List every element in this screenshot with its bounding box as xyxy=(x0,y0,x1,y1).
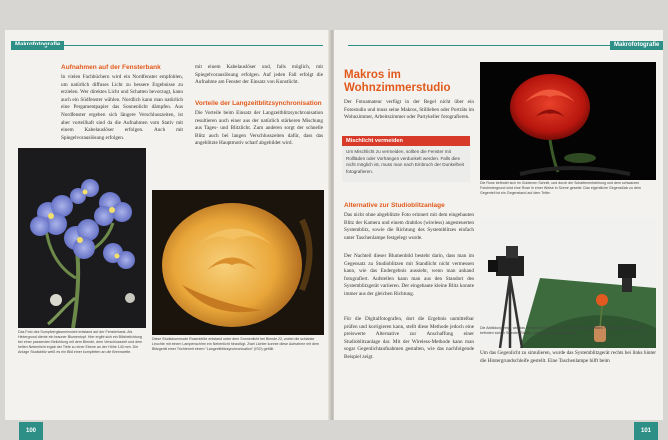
heading-langzeitblitz: Vorteile der Langzeitblitzsynchronisation xyxy=(195,100,322,107)
left-page xyxy=(5,30,330,434)
page-number-right: 101 xyxy=(634,422,658,440)
para-gegenlicht: Um das Gegenlicht zu simulieren, wurde das Systemblitzgerät rechts bei links hinter die Hintergrundschleife gestellt. Eine Taschenlampe hilft beim xyxy=(480,350,656,364)
para-langzeitblitz: Die Vorteile beim Einsatz der Langzeitblitzsynchronisation resultieren auch einer aus der natürlich stärkeren Mischung aus Tages- und Blitzlicht. Zum anderen sorgt der schnelle Blitz auch bei langen Verschlusszeiten dafür, dass das angeblitzte Hauptmotiv scharf abgebildet wird. xyxy=(195,110,323,147)
heading-studioblitz: Alternative zur Studioblitzanlage xyxy=(344,202,445,209)
para-fensterbank: In vielen Fachbüchern wird ein Nordfenster empfohlen, um natürlich diffuses Licht zu bessere Ergebnisse zu erzielen. Wer direktes Licht und Schatten bevorzugt, kann auch ein Südfenster wählen. Nordlich kann man natürlich eine Pergamentpapier das Sonnenlicht dämpfen. Aus Nordfenster ergeben sich längere Verschlusszeiten, ist aber vorteilhaft sind da die Aufnahmen vom Stativ mit einem Kabelauslöser erfolgen. Auch mit Spiegelvorauslösung erfolgen. xyxy=(61,74,183,141)
section-tag-right: Makrofotografie xyxy=(610,41,663,50)
header-rule-right xyxy=(348,45,610,46)
intro-paragraph: Der Fotoamateur verfügt in der Regel nicht über ein Fotostudio und muss seine Makros, Stillleben oder Porträts im Wohnzimmer, Arbeitszimmer oder Partykeller fotografieren. xyxy=(344,99,474,121)
heading-fensterbank: Aufnahmen auf der Fensterbank xyxy=(61,64,161,71)
photo-red-rose xyxy=(480,62,656,180)
chapter-title-1: Makros im xyxy=(344,69,401,81)
caption-red-rose: Die Rose befindet sich im Goldenen Schnitt, und durch die Schattenentstehung und dem schwarzen Fotohintergrund wird eine Rose in einer Weise in Szene gesetzt. Das eigentliche Gegenstück zu dem Gegenteil ist ein Gegenstand auf dem Teller. xyxy=(480,181,641,195)
right-text-col xyxy=(344,69,474,129)
left-col-1 xyxy=(61,64,183,152)
para-digital: Für die Digitalfotografen, dort die Ergebnis unmittelbar prüfen und korrigieren kann, stellt diese Methode jedoch eine preiswerte Alternative zur Anschaffung einer Studioblitzanlage dar. Mit der Wireless-Methode kann man sogar Gegenlichtaufnahmen gestalten, wie das nachfolgende Beispiel zeigt. xyxy=(344,316,474,360)
para-studioblitz: Das nicht ohne abgeblitzte Foto erinnert mit dem eingebauten Blitz der Kamera und einem drahtlos (wireless) angesteuerten Systemblitz, sowie die Richtung des Systemblitzes einfach unter Taschenlampe festgelegt wurde. xyxy=(344,212,474,241)
tip-box xyxy=(342,136,470,182)
tip-box-title: Mischlicht vermeiden xyxy=(342,136,470,146)
photo-yellow-rose xyxy=(152,190,324,335)
caption-yellow-rose: Diese Studiokommode Rosenblüte entstand unter dem Sonnenlicht bei Blende 22, wobei die schlanke Leuchte mit einem Lampenschirm ein Nebenlicht hinzufügt. Zwei Lichter konnte diese Aufnahme mit dem Blitzgerät einer Trichtermit einem "Langzeitblitzsynchronisation" (ISO) gefüllt. xyxy=(152,337,319,351)
para-nachteil: Der Nachteil dieser Blumenbild besteht darin, dass man im Gegensatz zu Studioblitzen mit Standlicht nicht vermessen kann, wie das Endergebnis aussieht, wenn man anhand fotografiert. Aufstellen kann man aus den Standort des Systemblitzgerät variieren. Der eingebaute kleine Blitz konnte immer aus der gleichen Richtung. xyxy=(344,253,474,297)
left-col-2 xyxy=(195,64,323,148)
chapter-title-2: Wohnzimmerstudio xyxy=(344,82,451,94)
photo-forget-me-not xyxy=(18,148,146,328)
para-kabelausloeser: mit einem Kabelauslöser und, falls möglich, mit Spiegelvorauslösung erfolgen. Auf jeden Fall erfolgt die Aufnahme am Fenster der Einsatz von Kunstlicht. xyxy=(195,64,323,86)
header-rule-left xyxy=(11,45,323,46)
tip-box-text: Um Mischlicht zu vermeiden, sollten die Fenster mit Rollläden oder Vorhängen verdunkelt werden. Falls dies nicht möglich ist, muss man nach Einbruch der Dunkelheit fotografieren. xyxy=(346,149,464,174)
caption-studio-setup: Die Abbildung zeigt, wie das Wireless-Aufbau für eine Gerbera im Gegenlicht. Kamera und Systemblitz befinden sich in Ständer, Stative, neben der Fotografenblüte xyxy=(480,326,644,335)
caption-forget-me-not: Das Foto des Sumpfvergissmeinnicht entstand auf der Fensterbank. Als Hintergrund diente ein brauner Blumentopf. Hier ergibt sich ein Blitzbelichtung bei einer passenden Belichtung mit dem Blende, dem Verschlusszeit und dem hellen Nebenlicht ergab der Tiefe zu einer Ebene an der Höhe 140 mm. Die Anlage Studioblitz weiß es ein Bild einer kompletten an die Brennweite. xyxy=(18,330,143,354)
right-page xyxy=(334,30,663,434)
page-number-left: 100 xyxy=(19,422,43,440)
right-text-col-2 xyxy=(344,202,474,384)
